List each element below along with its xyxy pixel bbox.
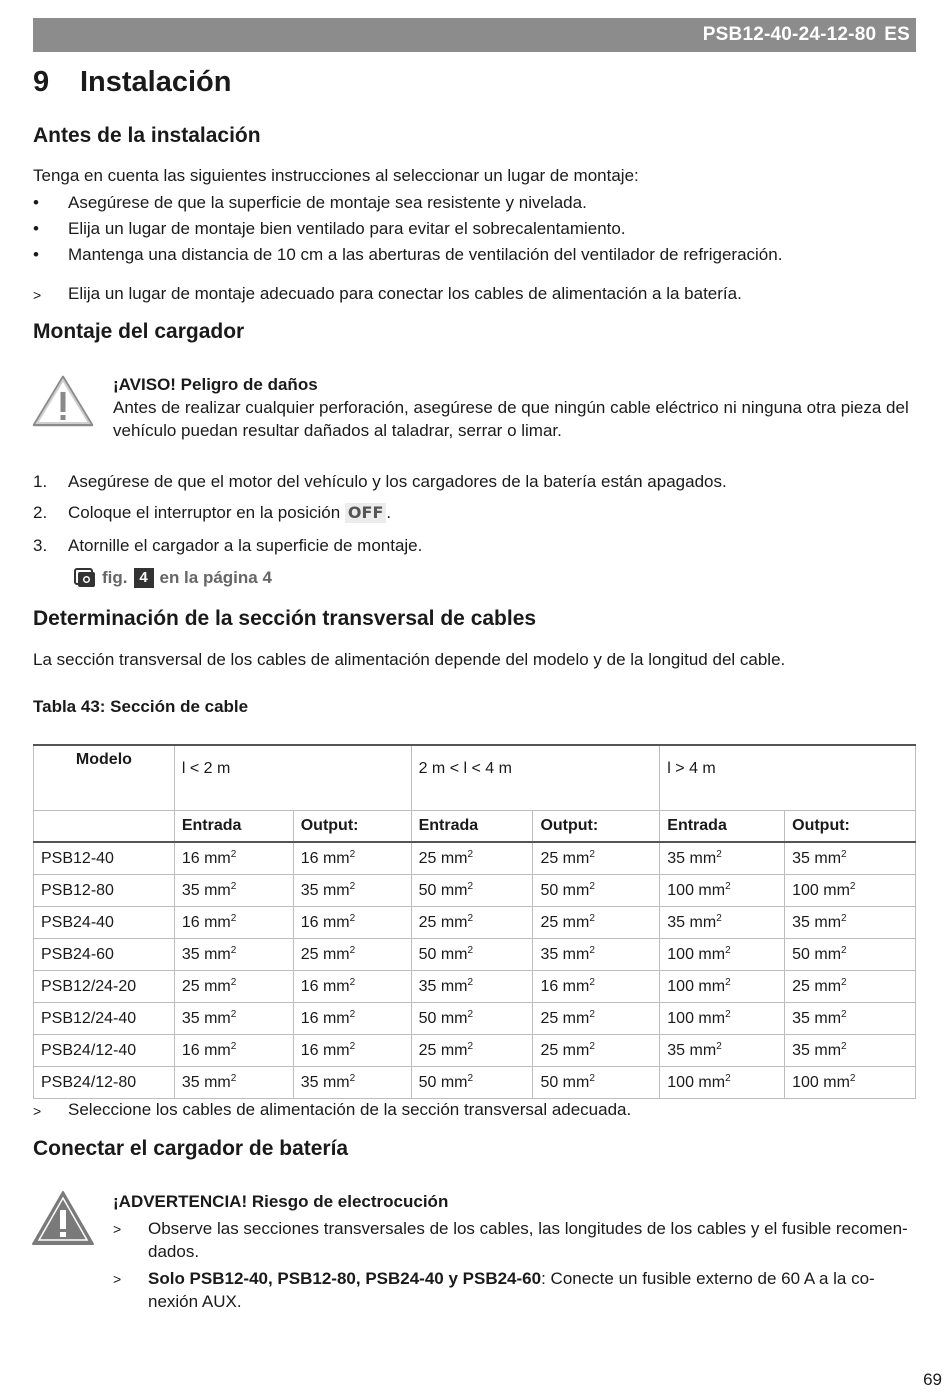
- unit-superscript: 2: [467, 944, 474, 956]
- unit-superscript: 2: [589, 880, 595, 892]
- figure-number: 4: [134, 568, 154, 588]
- table-header-row: [34, 745, 916, 811]
- cross-section-cell: [533, 907, 660, 939]
- cell-value: 35 mm: [792, 913, 842, 931]
- cross-section-cell: [293, 875, 411, 907]
- unit-superscript: 2: [725, 944, 731, 956]
- section-intro: La sección transversal de los cables de alimentación depende del modelo y de la longitud del cable.: [33, 650, 786, 669]
- cross-section-cell: [411, 875, 533, 907]
- cell-value: 25 mm: [540, 913, 590, 931]
- step-number: 1.: [33, 472, 48, 491]
- cell-value: 100 mm: [667, 977, 726, 995]
- cell-value: 35 mm: [181, 1009, 231, 1027]
- cell-value: 16 mm: [300, 1041, 350, 1059]
- unit-superscript: 2: [841, 1008, 847, 1020]
- bullet-mark: •: [33, 219, 39, 238]
- unit-superscript: 2: [841, 1040, 847, 1052]
- chapter-number: 9: [33, 66, 50, 98]
- before-intro: Tenga en cuenta las siguientes instrucciones al seleccionar un lugar de montaje:: [33, 166, 639, 185]
- figure-reference-link[interactable]: [74, 568, 272, 588]
- cell-value: 50 mm: [418, 881, 468, 899]
- cell-value: 25 mm: [540, 1041, 590, 1059]
- model-cell: PSB24-40: [34, 907, 175, 939]
- notice-body: Antes de realizar cualquier perforación, asegúrese de que ningún cable eléctrico ni ninguna otra pieza del vehículo puedan resultar dañados al taladrar, serrar o limar.: [113, 398, 909, 440]
- cell-value: 35 mm: [300, 1073, 350, 1091]
- warning-item-text: [148, 1267, 908, 1313]
- cell-value: 35 mm: [181, 945, 231, 963]
- heading-before-installation: Antes de la instalación: [33, 124, 261, 147]
- action-mark: >: [33, 287, 42, 303]
- cell-value: 35 mm: [792, 1009, 842, 1027]
- header-bar: [33, 18, 916, 52]
- cell-value: 16 mm: [540, 977, 590, 995]
- unit-superscript: 2: [230, 1072, 237, 1084]
- unit-superscript: 2: [589, 976, 595, 988]
- page-number: 69: [923, 1370, 942, 1389]
- cell-value: 100 mm: [667, 945, 726, 963]
- length-group-header: l < 2 m: [174, 745, 411, 811]
- cross-section-cell: [660, 875, 785, 907]
- cross-section-cell: [660, 842, 785, 875]
- cross-section-cell: [785, 1035, 916, 1067]
- bullet-text: Asegúrese de que la superficie de montaje sea resistente y nivelada.: [68, 193, 587, 212]
- camera-icon: [74, 568, 96, 588]
- action-text: Elija un lugar de montaje adecuado para conectar los cables de alimentación a la batería.: [68, 284, 742, 303]
- table-row: [34, 1035, 916, 1067]
- cross-section-cell: [660, 939, 785, 971]
- unit-superscript: 2: [589, 912, 595, 924]
- heading-cable-section: Determinación de la sección transversal de cables: [33, 607, 537, 630]
- cross-section-cell: [533, 971, 660, 1003]
- unit-superscript: 2: [841, 848, 847, 860]
- unit-superscript: 2: [467, 1008, 474, 1020]
- unit-superscript: 2: [725, 976, 731, 988]
- step-text: [68, 503, 391, 523]
- cell-value: 16 mm: [300, 977, 350, 995]
- action-mark: >: [33, 1103, 42, 1119]
- bullet-mark: •: [33, 193, 39, 212]
- cell-value: 50 mm: [418, 945, 468, 963]
- cross-section-cell: [411, 1003, 533, 1035]
- bullet-text: Mantenga una distancia de 10 cm a las aberturas de ventilación del ventilador de refrigeración.: [68, 245, 783, 264]
- cross-section-cell: [533, 842, 660, 875]
- cross-section-cell: [411, 939, 533, 971]
- cell-value: 16 mm: [300, 1009, 350, 1027]
- cross-section-cell: [174, 842, 293, 875]
- cross-section-cell: [785, 971, 916, 1003]
- unit-superscript: 2: [349, 1040, 356, 1052]
- heading-mounting: Montaje del cargador: [33, 320, 245, 343]
- cross-section-cell: [785, 907, 916, 939]
- action-text: Seleccione los cables de alimentación de la sección transversal adecuada.: [68, 1100, 632, 1119]
- figure-suffix: en la página 4: [159, 568, 272, 587]
- warning-triangle-icon: [31, 1190, 95, 1246]
- cell-value: 25 mm: [792, 977, 842, 995]
- cross-section-cell: [174, 939, 293, 971]
- cell-value: 35 mm: [540, 945, 590, 963]
- unit-superscript: 2: [230, 1008, 237, 1020]
- unit-superscript: 2: [589, 1040, 595, 1052]
- cell-value: 35 mm: [181, 1073, 231, 1091]
- unit-superscript: 2: [230, 848, 237, 860]
- unit-superscript: 2: [467, 1072, 474, 1084]
- sub-header: Output:: [785, 811, 916, 843]
- table-row: [34, 939, 916, 971]
- sub-header: Entrada: [411, 811, 533, 843]
- cross-section-cell: [293, 939, 411, 971]
- chapter-title-text: Instalación: [80, 66, 232, 98]
- cross-section-cell: [174, 875, 293, 907]
- unit-superscript: 2: [467, 976, 474, 988]
- cell-value: 100 mm: [792, 1073, 850, 1091]
- model-cell: PSB12-40: [34, 842, 175, 875]
- model-cell: PSB24-60: [34, 939, 175, 971]
- cell-value: 35 mm: [667, 849, 717, 867]
- cross-section-cell: [533, 1067, 660, 1099]
- cell-value: 35 mm: [300, 881, 350, 899]
- unit-superscript: 2: [230, 944, 237, 956]
- cross-section-cell: [411, 842, 533, 875]
- sub-header: Output:: [293, 811, 411, 843]
- cross-section-cell: [660, 1003, 785, 1035]
- unit-superscript: 2: [230, 912, 237, 924]
- unit-superscript: 2: [349, 976, 356, 988]
- unit-superscript: 2: [725, 1008, 731, 1020]
- cross-section-cell: [785, 939, 916, 971]
- header-model: PSB12-40-24-12-80: [702, 24, 877, 45]
- warning-triangle-icon: [31, 374, 95, 428]
- step-number: 2.: [33, 503, 48, 522]
- table-row: [34, 907, 916, 939]
- cell-value: 35 mm: [667, 1041, 717, 1059]
- notice-title: ¡AVISO! Peligro de daños: [113, 375, 318, 394]
- cell-value: 50 mm: [792, 945, 842, 963]
- warning-item-text: Observe las secciones transversales de los cables, las longitudes de los cables y el fusible recomen-dados.: [148, 1219, 908, 1261]
- unit-superscript: 2: [349, 1008, 356, 1020]
- cross-section-cell: [660, 1035, 785, 1067]
- unit-superscript: 2: [349, 944, 356, 956]
- figure-prefix: fig.: [102, 568, 128, 587]
- cross-section-cell: [293, 971, 411, 1003]
- cross-section-cell: [411, 1035, 533, 1067]
- unit-superscript: 2: [716, 1040, 722, 1052]
- warning-item-bold: Solo PSB12-40, PSB12-80, PSB24-40 y PSB24-60: [148, 1269, 542, 1288]
- table-row: [34, 842, 916, 875]
- unit-superscript: 2: [716, 848, 722, 860]
- cross-section-cell: [660, 1067, 785, 1099]
- cell-value: 35 mm: [792, 1041, 842, 1059]
- length-group-header: l > 4 m: [660, 745, 916, 811]
- cross-section-cell: [293, 907, 411, 939]
- unit-superscript: 2: [230, 976, 237, 988]
- model-cell: PSB12/24-20: [34, 971, 175, 1003]
- cross-section-cell: [293, 1067, 411, 1099]
- cross-section-cell: [785, 1067, 916, 1099]
- unit-superscript: 2: [467, 880, 474, 892]
- model-cell: PSB24/12-40: [34, 1035, 175, 1067]
- cell-value: 50 mm: [418, 1009, 468, 1027]
- model-cell: PSB24/12-80: [34, 1067, 175, 1099]
- cross-section-cell: [660, 971, 785, 1003]
- cross-section-cell: [785, 842, 916, 875]
- cell-value: 50 mm: [418, 1073, 468, 1091]
- unit-superscript: 2: [725, 1072, 731, 1084]
- cell-value: 16 mm: [300, 913, 350, 931]
- chapter-title: [33, 66, 232, 99]
- unit-superscript: 2: [589, 944, 595, 956]
- cross-section-cell: [533, 1035, 660, 1067]
- length-group-header: 2 m < l < 4 m: [411, 745, 660, 811]
- unit-superscript: 2: [725, 880, 731, 892]
- cell-value: 100 mm: [667, 1073, 726, 1091]
- cell-value: 35 mm: [667, 913, 717, 931]
- unit-superscript: 2: [230, 1040, 237, 1052]
- unit-superscript: 2: [349, 848, 356, 860]
- step-text: Asegúrese de que el motor del vehículo y los cargadores de la batería están apagados.: [68, 472, 727, 491]
- unit-superscript: 2: [849, 880, 856, 892]
- unit-superscript: 2: [841, 944, 847, 956]
- model-cell: PSB12/24-40: [34, 1003, 175, 1035]
- cell-value: 50 mm: [540, 881, 590, 899]
- unit-superscript: 2: [467, 848, 474, 860]
- cell-value: 25 mm: [540, 849, 590, 867]
- unit-superscript: 2: [841, 976, 847, 988]
- cross-section-cell: [174, 1067, 293, 1099]
- unit-superscript: 2: [589, 1072, 595, 1084]
- step-number: 3.: [33, 536, 48, 555]
- step-text-after: .: [386, 503, 392, 522]
- cell-value: 25 mm: [418, 849, 468, 867]
- action-mark: >: [113, 1221, 122, 1237]
- cross-section-cell: [174, 907, 293, 939]
- off-switch-label: OFF: [345, 503, 386, 523]
- warning-title: ¡ADVERTENCIA! Riesgo de electrocución: [113, 1192, 449, 1211]
- cross-section-cell: [785, 875, 916, 907]
- step-text: Atornille el cargador a la superficie de montaje.: [68, 536, 423, 555]
- unit-superscript: 2: [349, 880, 356, 892]
- cross-section-cell: [533, 1003, 660, 1035]
- unit-superscript: 2: [467, 1040, 474, 1052]
- warning-item-rest: : Conecte un fusible externo de 60 A a la co-nexión AUX.: [148, 1269, 875, 1311]
- cross-section-cell: [533, 875, 660, 907]
- unit-superscript: 2: [349, 912, 356, 924]
- sub-header: Entrada: [660, 811, 785, 843]
- unit-superscript: 2: [467, 912, 474, 924]
- bullet-mark: •: [33, 245, 39, 264]
- cross-section-cell: [411, 1067, 533, 1099]
- unit-superscript: 2: [589, 848, 595, 860]
- cross-section-cell: [293, 1035, 411, 1067]
- table-row: [34, 1067, 916, 1099]
- header-language: ES: [884, 24, 910, 45]
- cross-section-cell: [174, 971, 293, 1003]
- unit-superscript: 2: [849, 1072, 856, 1084]
- cell-value: 100 mm: [667, 881, 726, 899]
- header-title: [703, 24, 910, 46]
- cell-value: 100 mm: [792, 881, 850, 899]
- unit-superscript: 2: [716, 912, 722, 924]
- step-text-before: Coloque el interruptor en la posición: [68, 503, 341, 522]
- cell-value: 35 mm: [792, 849, 842, 867]
- cell-value: 16 mm: [181, 1041, 231, 1059]
- cross-section-cell: [533, 939, 660, 971]
- sub-header: Entrada: [174, 811, 293, 843]
- cell-value: 25 mm: [181, 977, 231, 995]
- empty-header-cell: [34, 811, 175, 843]
- cross-section-cell: [411, 971, 533, 1003]
- cell-value: 35 mm: [181, 881, 231, 899]
- cell-value: 35 mm: [418, 977, 468, 995]
- cell-value: 16 mm: [181, 913, 231, 931]
- cell-value: 25 mm: [418, 1041, 468, 1059]
- sub-header: Output:: [533, 811, 660, 843]
- model-cell: PSB12-80: [34, 875, 175, 907]
- unit-superscript: 2: [349, 1072, 356, 1084]
- cable-section-table: [33, 744, 916, 1099]
- table-row: [34, 1003, 916, 1035]
- cell-value: 50 mm: [540, 1073, 590, 1091]
- table-body: [34, 842, 916, 1099]
- cell-value: 25 mm: [418, 913, 468, 931]
- unit-superscript: 2: [589, 1008, 595, 1020]
- bullet-text: Elija un lugar de montaje bien ventilado para evitar el sobrecalentamiento.: [68, 219, 626, 238]
- table-subheader-row: [34, 811, 916, 843]
- cell-value: 16 mm: [181, 849, 231, 867]
- heading-connect: Conectar el cargador de batería: [33, 1137, 349, 1160]
- cross-section-cell: [660, 907, 785, 939]
- cross-section-cell: [293, 1003, 411, 1035]
- unit-superscript: 2: [841, 912, 847, 924]
- model-header: Modelo: [34, 745, 175, 811]
- cell-value: 100 mm: [667, 1009, 726, 1027]
- table-row: [34, 971, 916, 1003]
- action-mark: >: [113, 1271, 122, 1287]
- cell-value: 25 mm: [540, 1009, 590, 1027]
- cross-section-cell: [411, 907, 533, 939]
- cell-value: 16 mm: [300, 849, 350, 867]
- table-row: [34, 875, 916, 907]
- cross-section-cell: [174, 1003, 293, 1035]
- cross-section-cell: [293, 842, 411, 875]
- cross-section-cell: [174, 1035, 293, 1067]
- unit-superscript: 2: [230, 880, 237, 892]
- cross-section-cell: [785, 1003, 916, 1035]
- cell-value: 25 mm: [300, 945, 350, 963]
- table-caption: Tabla 43: Sección de cable: [33, 697, 249, 716]
